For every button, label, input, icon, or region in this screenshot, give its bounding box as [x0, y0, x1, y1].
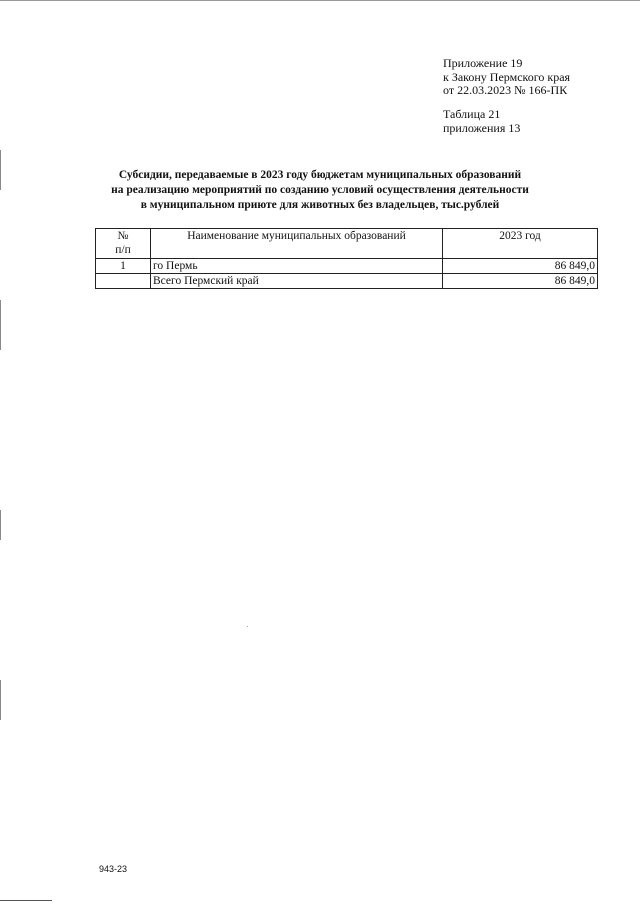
title-line: Субсидии, передаваемые в 2023 году бюджетам муниципальных образований [118, 169, 522, 181]
table-total-row [96, 274, 598, 289]
table-reference [443, 108, 520, 135]
document-title [60, 168, 580, 213]
header-number-symbol: № [117, 230, 129, 242]
scan-speck [247, 626, 248, 627]
scan-mark [0, 680, 1, 720]
footer-document-code: 943-23 [99, 864, 128, 874]
scan-mark [0, 150, 1, 190]
page-top-edge [0, 0, 640, 1]
header-number-abbrev: п/п [115, 244, 131, 256]
total-label: Всего Пермский край [151, 274, 443, 289]
subsidy-table [95, 228, 598, 289]
total-amount: 86 849,0 [443, 274, 598, 289]
scan-mark [0, 300, 1, 350]
appendix-line: Приложение 19 [443, 56, 523, 70]
title-line: в муниципальном приюте для животных без владельцев, тыс.рублей [140, 199, 500, 211]
appendix-line: к Закону Пермского края [443, 69, 571, 84]
header-year: 2023 год [443, 229, 598, 259]
appendix-reference [443, 57, 570, 98]
row-number: 1 [96, 259, 151, 274]
appendix-line: от 22.03.2023 № 166-ПК [443, 83, 568, 97]
table-row [96, 259, 598, 274]
footer-rule [0, 900, 52, 901]
table-ref-line: Таблица 21 [443, 107, 501, 121]
title-line: на реализацию мероприятий по созданию условий осуществления деятельности [111, 184, 529, 196]
row-amount: 86 849,0 [443, 259, 598, 274]
table-header-row [96, 229, 598, 259]
table-ref-line: приложения 13 [443, 120, 521, 135]
row-municipality: го Пермь [151, 259, 443, 274]
scan-mark [0, 510, 1, 540]
header-municipality: Наименование муниципальных образований [151, 229, 443, 259]
total-number-cell [96, 274, 151, 289]
header-number [96, 229, 151, 259]
